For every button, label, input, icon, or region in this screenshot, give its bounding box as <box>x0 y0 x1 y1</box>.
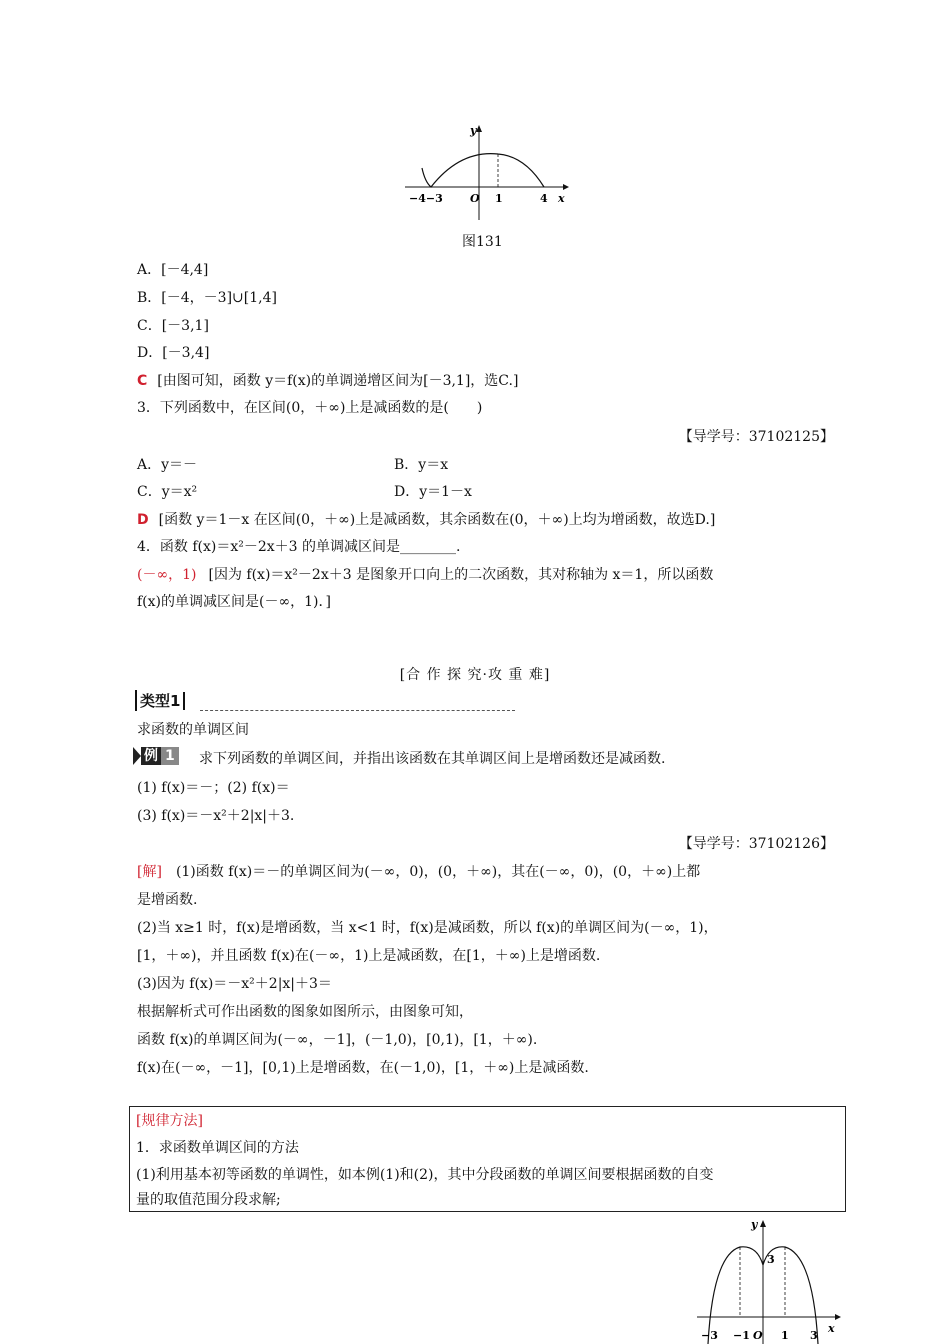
example1-guide: 【导学号：37102126】 <box>678 836 834 852</box>
example1-line-b: (3) f(x)＝－x²＋2|x|＋3. <box>137 808 295 824</box>
y-label: y <box>751 1218 758 1231</box>
y-value-3: 3 <box>767 1253 775 1266</box>
q4-answer-text1: [因为 f(x)＝x²－2x＋3 是图象开口向上的二次函数，其对称轴为 x＝1，所以函数 <box>208 567 714 583</box>
example-word: 例 <box>141 747 161 765</box>
x-axis-arrow <box>835 1314 841 1320</box>
q3-answer-text: [函数 y＝1－x 在区间(0，＋∞)上是减函数，其余函数在(0，＋∞)上均为增函数，故选D.] <box>158 512 716 528</box>
method-box-line1: 1．求函数单调区间的方法 <box>136 1140 299 1156</box>
tick-label-m3: −3 <box>701 1329 718 1342</box>
solution-line5: (3)因为 f(x)＝－x²＋2|x|＋3＝ <box>137 976 332 992</box>
q3-option-c: C．y＝x² <box>137 484 198 500</box>
y-axis-arrow <box>760 1220 766 1227</box>
q3-guide: 【导学号：37102125】 <box>678 429 834 445</box>
y-label: y <box>470 124 477 137</box>
tick-label-3: 3 <box>810 1329 818 1342</box>
q3-stem: 3．下列函数中，在区间(0，＋∞)上是减函数的是( ) <box>137 400 483 416</box>
y-axis-arrow <box>476 125 482 132</box>
solution-line4: [1，＋∞)，并且函数 f(x)在(－∞，1)上是减函数，在[1，＋∞)上是增函数. <box>137 948 601 964</box>
method-box <box>129 1106 846 1212</box>
q3-option-b: B．y＝x <box>394 457 449 473</box>
q3-answer <box>137 509 715 529</box>
q2-option-d: D．[－3,4] <box>137 345 210 361</box>
method-box-title: [规律方法] <box>136 1113 203 1129</box>
solution-line6: 根据解析式可作出函数的图象如图所示，由图象可知， <box>137 1004 473 1020</box>
solution-line1 <box>137 861 700 881</box>
solution-tag: [解] <box>137 864 162 880</box>
solution-l1: (1)函数 f(x)＝－的单调区间为(－∞，0)，(0，＋∞)，其在(－∞，0)，(0，＋∞)上都 <box>175 864 701 880</box>
q4-answer-line1 <box>137 564 713 584</box>
figure-131-graph <box>400 120 570 230</box>
tick-label-m4m3: −4−3 <box>409 192 443 205</box>
q2-answer-text: [由图可知，函数 y＝f(x)的单调递增区间为[－3,1]，选C.] <box>157 373 519 389</box>
x-axis-arrow <box>563 184 569 190</box>
type1-divider <box>200 710 515 711</box>
tick-label-4: 4 <box>540 192 548 205</box>
q2-option-c: C．[－3,1] <box>137 318 209 334</box>
example1-label <box>133 747 179 765</box>
method-box-line2: (1)利用基本初等函数的单调性，如本例(1)和(2)，其中分段函数的单调区间要根据函数的自变 <box>136 1167 714 1183</box>
type1-label-text: 类型1 <box>140 692 181 710</box>
x-label: x <box>828 1322 835 1335</box>
method-box-line3: 量的取值范围分段求解; <box>136 1192 281 1208</box>
origin-label: O <box>470 192 480 205</box>
q2-answer-letter: C <box>137 373 148 389</box>
solution-line8: f(x)在(－∞，－1]，[0,1)上是增函数，在(－1,0)，[1，＋∞)上是减函数. <box>137 1060 589 1076</box>
solution-line2: 是增函数. <box>137 892 198 908</box>
q4-stem: 4．函数 f(x)＝x²－2x＋3 的单调减区间是________. <box>137 539 461 555</box>
q3-answer-letter: D <box>137 512 149 528</box>
solution-line3: (2)当 x≥1 时，f(x)是增函数，当 x<1 时，f(x)是减函数，所以 f(x)的单调区间为(－∞，1)， <box>137 920 718 936</box>
type1-label <box>135 690 185 711</box>
example1-line-a: (1) f(x)＝－；(2) f(x)＝ <box>137 780 290 796</box>
example1-stem: 求下列函数的单调区间，并指出该函数在其单调区间上是增函数还是减函数. <box>199 751 666 767</box>
tick-label-1: 1 <box>495 192 503 205</box>
q4-answer-red: (－∞，1) <box>137 567 197 583</box>
function-curve <box>422 154 544 187</box>
q2-option-b: B．[－4，－3]∪[1,4] <box>137 290 277 306</box>
q4-answer-line2: f(x)的单调减区间是(－∞，1)．] <box>137 594 331 610</box>
q3-option-d: D．y＝1－x <box>394 484 472 500</box>
section-title: [合 作 探 究·攻 重 难] <box>399 667 551 683</box>
example-arrow-icon <box>133 747 141 765</box>
x-label: x <box>558 192 565 205</box>
figure-2-graph <box>695 1215 845 1344</box>
q2-answer <box>137 370 518 390</box>
tick-label-1: 1 <box>781 1329 789 1342</box>
q2-option-a: A．[－4,4] <box>137 262 209 278</box>
origin-label: O <box>753 1329 763 1342</box>
type1-subtitle: 求函数的单调区间 <box>137 722 249 738</box>
tick-label-m1: −1 <box>733 1329 750 1342</box>
q3-option-a: A．y＝－ <box>137 457 198 473</box>
figure-caption: 图131 <box>462 234 503 250</box>
solution-line7: 函数 f(x)的单调区间为(－∞，－1]，(－1,0)，[0,1)，[1，＋∞). <box>137 1032 538 1048</box>
example-number: 1 <box>161 747 179 765</box>
